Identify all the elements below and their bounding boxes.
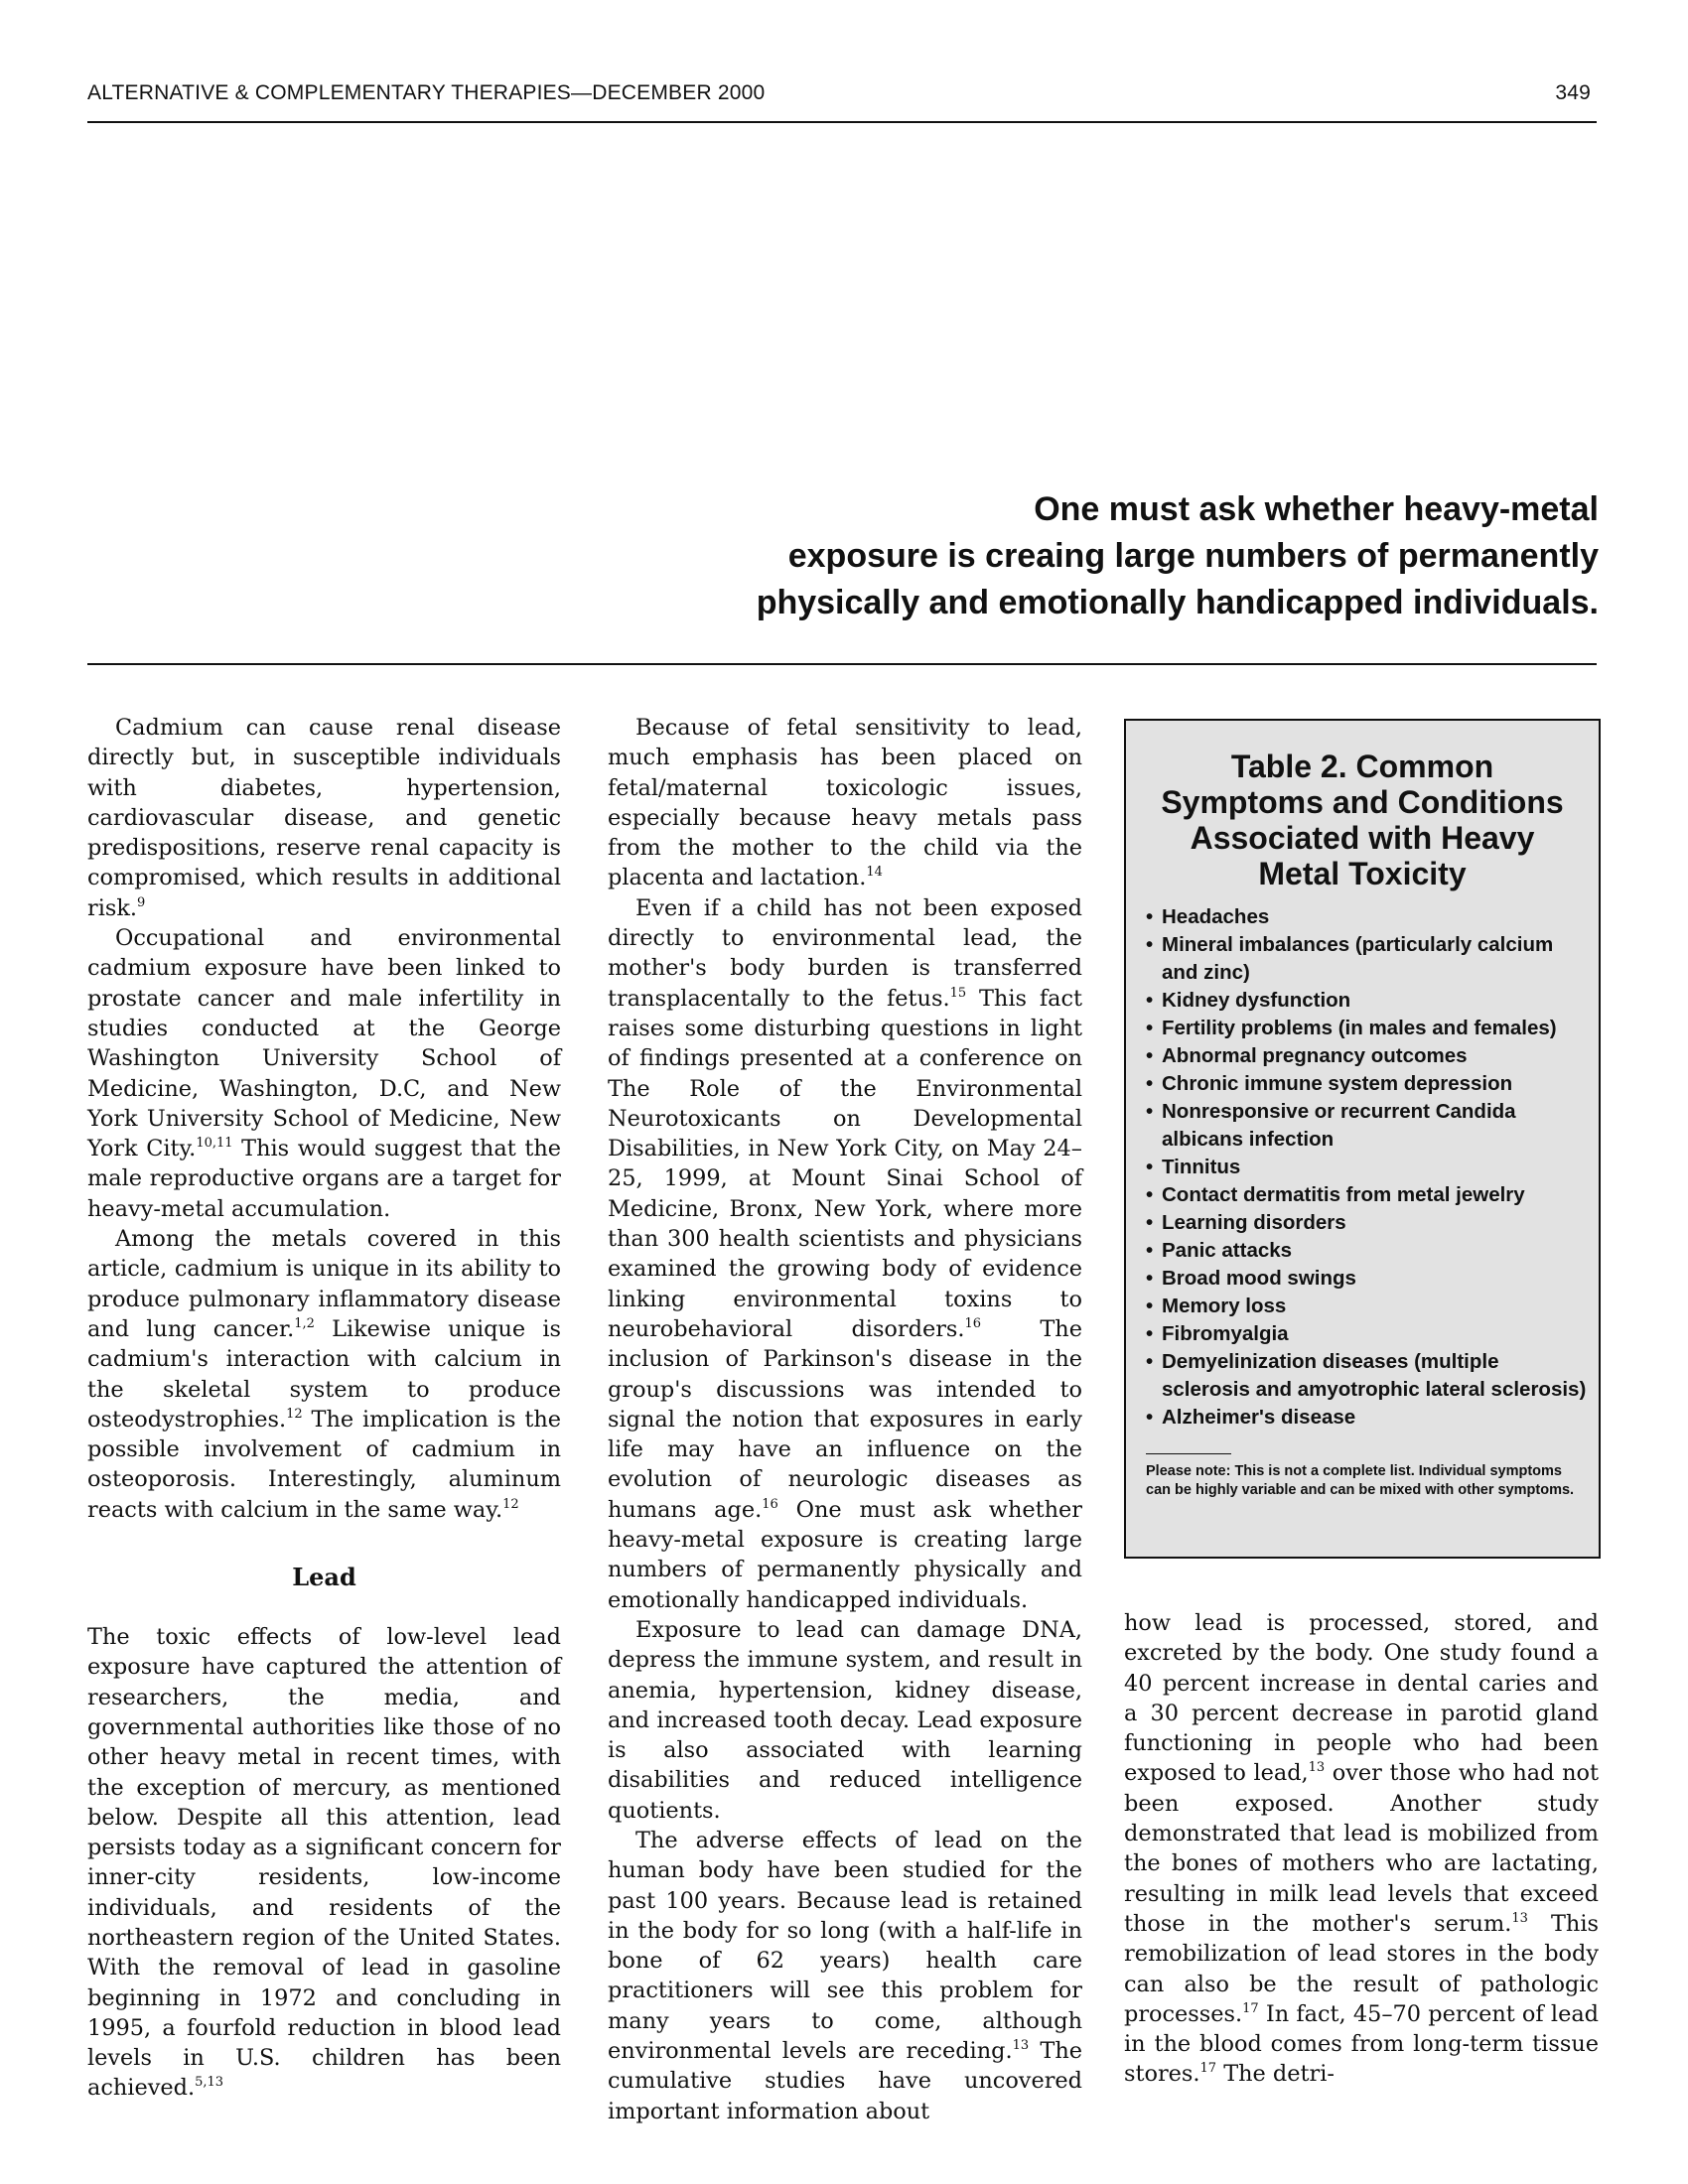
- pull-quote-line: exposure is creaing large numbers of permanently: [787, 537, 1599, 575]
- list-item: • Alzheimer's disease: [1146, 1404, 1589, 1432]
- reference-mark: 16: [762, 1496, 778, 1512]
- section-heading: Lead: [292, 1563, 356, 1592]
- list-item: • Mineral imbalances (particularly calcium and zinc): [1146, 931, 1589, 987]
- reference-mark: 13: [1308, 1760, 1326, 1776]
- pull-quote: [576, 486, 1599, 626]
- reference-mark: 10,11: [196, 1136, 233, 1152]
- paragraph: Cadmium can cause renal disease directly but, in susceptible individuals with diabetes, hypertension, cardiovascular disease, and genetic predispositions, reserve renal capacity is compromised, which results in additional risk.$^9$: [87, 715, 561, 921]
- sidebar-title: Table 2. Common Symptoms and Conditions Associated with Heavy Metal Toxicity: [1161, 749, 1564, 891]
- paragraph: The toxic effects of low-level lead exposure have captured the attention of researchers, the media, and governmental authorities like those of no other heavy metal in recent times, with the exception of mercury, as mentioned below. Despite all this attention, lead persists today as a significant concern for inner-city residents, low-income individuals, and residents of the northeastern region of the United States. With the removal of lead in gasoline beginning in 1972 and concluding in 1995, a fourfold reduction in blood lead levels in U.S. children has been achieved.$^{5,13}$: [87, 1624, 561, 2102]
- reference-mark: 17: [1199, 2061, 1217, 2077]
- reference-mark: 9: [137, 894, 146, 910]
- reference-mark: 14: [866, 865, 883, 881]
- pull-quote-divider: [87, 663, 1597, 665]
- text-column-2: [608, 713, 1082, 2126]
- reference-mark: 17: [1242, 2000, 1259, 2016]
- reference-mark: 12: [286, 1406, 303, 1422]
- reference-mark: 15: [949, 985, 967, 1001]
- list-item: • Tinnitus: [1146, 1154, 1589, 1181]
- list-item: • Kidney dysfunction: [1146, 987, 1589, 1015]
- list-item: • Headaches: [1146, 903, 1589, 931]
- reference-mark: 5,13: [195, 2075, 224, 2091]
- page-number: 349: [1555, 81, 1591, 104]
- reference-mark: 16: [964, 1315, 982, 1331]
- list-item: • Memory loss: [1146, 1293, 1589, 1320]
- list-item: • Panic attacks: [1146, 1237, 1589, 1265]
- list-item: • Learning disorders: [1146, 1209, 1589, 1237]
- text-column-3: [1124, 1608, 1599, 2090]
- running-head: [87, 81, 1597, 123]
- paragraph: Even if a child has not been exposed directly to environmental lead, the mother's body burden is transferred transplacentally to the fetus.$^{15}$ This fact raises some disturbing questions in light of findings presented at a conference on The Role of the Environmental Neurotoxicants on Developmental Disabilities, in New York City, on May 24–25, 1999, at Mount Sinai School of Medicine, Bronx, New York, where more than 300 health scientists and physicians examined the growing body of evidence linking environmental toxins to neurobehavioral disorders.$^{16}$ The inclusion of Parkinson's disease in the group's discussions was intended to signal the notion that exposures in early life may have an influence on the evolution of neurologic diseases as humans age.$^{16}$ One must ask whether heavy-metal exposure is creating large numbers of permanently physically and emotionally handicapped individuals.: [608, 894, 1082, 1613]
- list-item: • Fibromyalgia: [1146, 1320, 1589, 1348]
- paragraph: how lead is processed, stored, and excreted by the body. One study found a 40 percent increase in dental caries and a 30 percent decrease in parotid gland functioning in people who had been exposed to lead,$^{13}$ over those who had not been exposed. Another study demonstrated that lead is mobilized from the bones of mothers who are lactating, resulting in milk lead levels that exceed those in the mother's serum.$^{13}$ This remobilization of lead stores in the body can also be the result of pathologic processes.$^{17}$ In fact, 45–70 percent of lead in the blood comes from long-term tissue stores.$^{17}$ The detri-: [1124, 1610, 1600, 2088]
- paragraph: Among the metals covered in this article, cadmium is unique in its ability to produce pulmonary inflammatory disease and lung cancer.$^{1,2}$ Likewise unique is cadmium's interaction with calcium in the skeletal system to produce osteodystrophies.$^{12}$ The implication is the possible involvement of cadmium in osteoporosis. Interestingly, aluminum reacts with calcium in the same way.$^{12}$: [87, 1226, 561, 1523]
- reference-mark: 1,2: [294, 1315, 315, 1331]
- list-item: • Broad mood swings: [1146, 1265, 1589, 1293]
- reference-mark: 12: [502, 1496, 519, 1512]
- journal-title: ALTERNATIVE & COMPLEMENTARY THERAPIES—DECEMBER 2000: [87, 81, 766, 104]
- list-item: • Nonresponsive or recurrent Candida albicans infection: [1146, 1098, 1589, 1154]
- list-item: • Abnormal pregnancy outcomes: [1146, 1042, 1589, 1070]
- paragraph: The adverse effects of lead on the human body have been studied for the past 100 years. Because lead is retained in the body for so long (with a half-life in bone of 62 years) health care practitioners will see this problem for many years to come, although environmental levels are receding.$^{13}$ The cumulative studies have uncovered important information about: [608, 1827, 1082, 2124]
- paragraph: Exposure to lead can damage DNA, depress the immune system, and result in anemia, hypertension, kidney disease, and increased tooth decay. Lead exposure is also associated with learning disabilities and reduced intelligence quotients.: [608, 1616, 1082, 1824]
- reference-mark: 13: [1012, 2038, 1030, 2054]
- reference-mark: 13: [1511, 1910, 1528, 1926]
- pull-quote-line: One must ask whether heavy-metal: [1034, 490, 1599, 528]
- pull-quote-line: physically and emotionally handicapped individuals.: [756, 584, 1599, 621]
- list-item: • Chronic immune system depression: [1146, 1070, 1589, 1098]
- list-item: • Fertility problems (in males and females): [1146, 1015, 1589, 1042]
- paragraph: Occupational and environmental cadmium exposure have been linked to prostate cancer and male infertility in studies conducted at the George Washington University School of Medicine, Washington, D.C, and New York University School of Medicine, New York City.$^{10,11}$ This would suggest that the male reproductive organs are a target for heavy-metal accumulation.: [87, 925, 562, 1222]
- text-column-1: [87, 713, 561, 2104]
- note-divider: [1146, 1453, 1231, 1454]
- sidebar-table-2: [1124, 719, 1601, 1559]
- paragraph: Because of fetal sensitivity to lead, much emphasis has been placed on fetal/maternal toxicologic issues, especially because heavy metals pass from the mother to the child via the placenta and lactation.$^{14}$: [608, 715, 1082, 891]
- symptom-list: [1136, 903, 1589, 1432]
- list-item: • Contact dermatitis from metal jewelry: [1146, 1181, 1589, 1209]
- sidebar-note: Please note: This is not a complete list. Individual symptoms can be highly variable and can be mixed with other symptoms.: [1146, 1463, 1575, 1498]
- list-item: • Demyelinization diseases (multiple sclerosis and amyotrophic lateral sclerosis): [1146, 1348, 1589, 1404]
